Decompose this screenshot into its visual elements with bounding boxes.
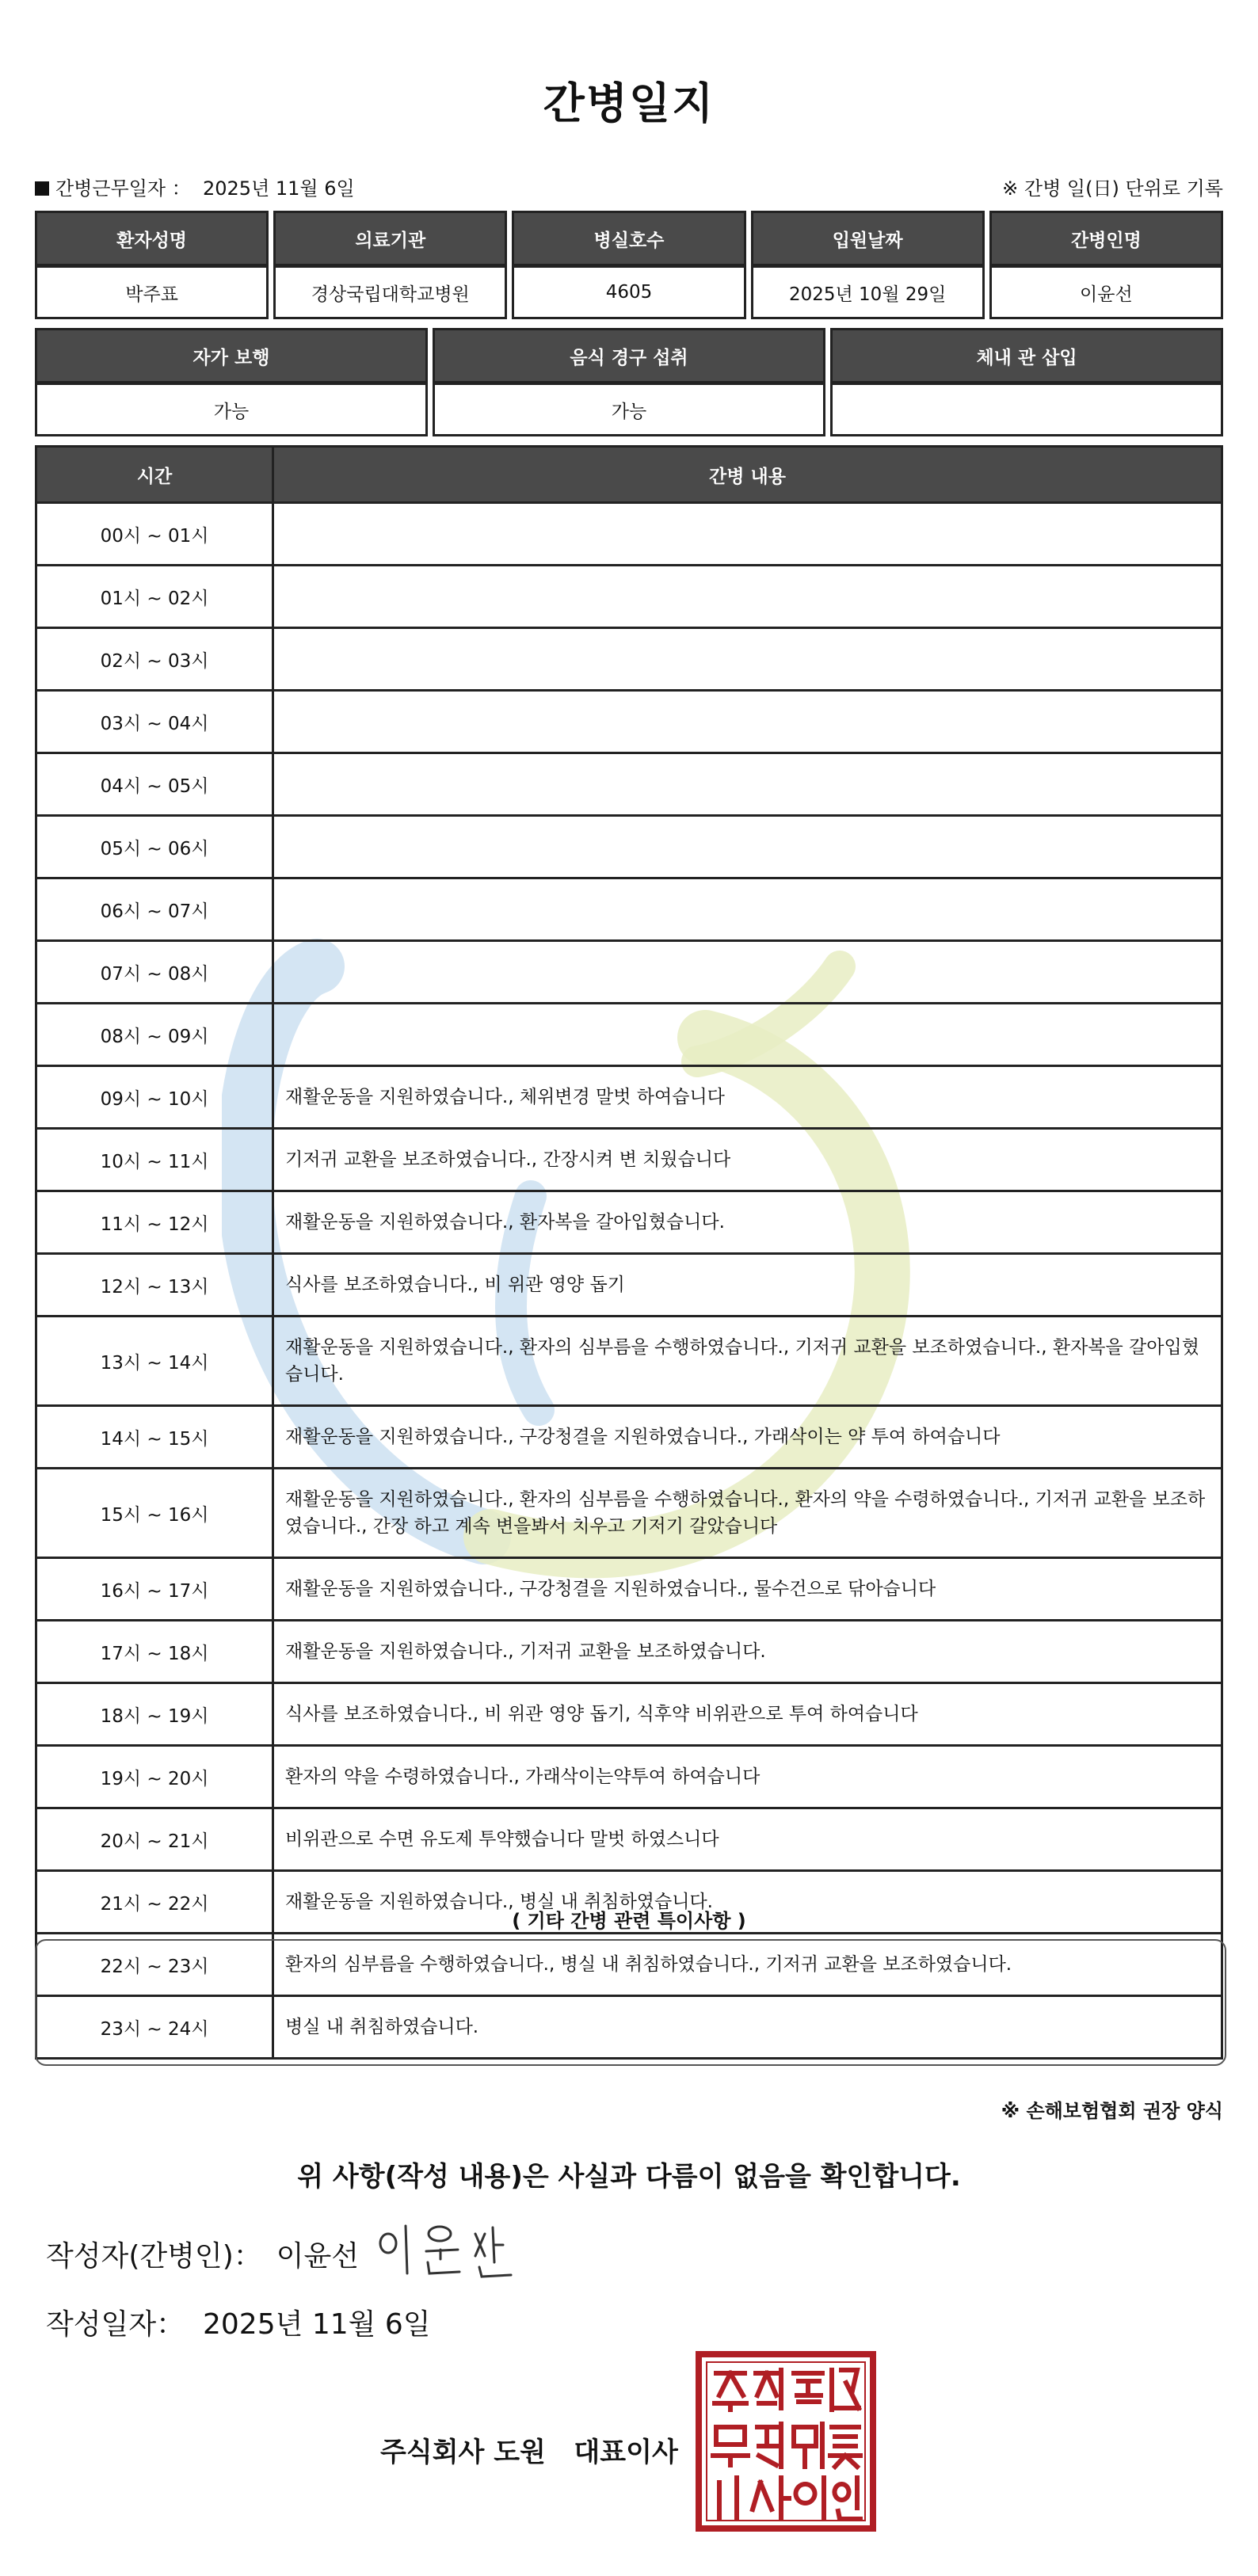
table-row: [36, 1808, 1222, 1871]
page-title: 간병일지: [543, 78, 715, 128]
care-content: 환자의 약을 수령하였습니다., 가래삭이는약투여 하여습니다: [273, 1746, 1222, 1808]
care-content: 재활운동을 지원하였습니다., 환자의 심부름을 수행하였습니다., 환자의 약을 수령하였습니다., 기저귀 교환을 보조하였습니다., 간장 하고 계속 변을봐서 치우고 기저기 갈았습니다: [273, 1469, 1222, 1558]
walking-value: 가능: [35, 383, 428, 436]
time-slot: 15시 ~ 16시: [36, 1469, 273, 1558]
remarks-title: ( 기타 간병 관련 특이사항 ): [512, 1910, 746, 1932]
time-slot: 14시 ~ 15시: [36, 1406, 273, 1469]
header-tube: 체내 관 삽입: [830, 328, 1223, 383]
care-content: 식사를 보조하였습니다., 비 위관 영양 돕기: [273, 1254, 1222, 1317]
time-slot: 10시 ~ 11시: [36, 1129, 273, 1191]
table-row: [36, 1129, 1222, 1191]
time-slot: 09시 ~ 10시: [36, 1066, 273, 1129]
care-content: [273, 816, 1222, 878]
header-time: 시간: [36, 447, 273, 503]
care-content: [273, 691, 1222, 753]
table-row: [36, 878, 1222, 941]
patient-info-table: [30, 211, 1228, 319]
table-row: [36, 753, 1222, 816]
time-slot: 21시 ~ 22시: [36, 1871, 273, 1934]
care-content: 재활운동을 지원하였습니다., 병실 내 취침하였습니다.: [273, 1871, 1222, 1934]
time-slot: 01시 ~ 02시: [36, 566, 273, 628]
time-slot: 19시 ~ 20시: [36, 1746, 273, 1808]
insurer-note: ※ 손해보험협회 권장 양식: [1001, 2100, 1223, 2122]
time-slot: 23시 ~ 24시: [36, 1996, 273, 2059]
company-representative: 주식회사 도원 대표이사: [380, 2437, 678, 2468]
admission-date: 2025년 10월 29일: [751, 266, 985, 319]
header-patient-name: 환자성명: [35, 211, 269, 266]
room-number: 4605: [512, 266, 745, 319]
table-row: [36, 1683, 1222, 1746]
square-bullet-icon: [35, 181, 49, 196]
time-slot: 11시 ~ 12시: [36, 1191, 273, 1254]
table-row: [36, 1317, 1222, 1406]
care-content: [273, 503, 1222, 566]
time-slot: 12시 ~ 13시: [36, 1254, 273, 1317]
header-oral-intake: 음식 경구 섭취: [433, 328, 825, 383]
time-slot: 17시 ~ 18시: [36, 1621, 273, 1683]
table-row: [36, 816, 1222, 878]
care-content: 병실 내 취침하였습니다.: [273, 1996, 1222, 2059]
date-line: [46, 2302, 431, 2342]
table-row: [36, 1004, 1222, 1066]
care-content: [273, 941, 1222, 1004]
company-seal: [696, 2351, 876, 2532]
care-content: 기저귀 교환을 보조하였습니다., 간장시켜 변 치웠습니다: [273, 1129, 1222, 1191]
time-slot: 16시 ~ 17시: [36, 1558, 273, 1621]
date-label: 작성일자：: [46, 2308, 185, 2341]
work-date-label: 간병근무일자 ：: [55, 177, 191, 200]
care-content: 비위관으로 수면 유도제 투약했습니다 말벗 하였스니다: [273, 1808, 1222, 1871]
remarks-box: [35, 1939, 1226, 2066]
handwritten-signature: [364, 2210, 523, 2289]
table-row: [36, 1558, 1222, 1621]
writer-label: 작성자(간병인)：: [46, 2240, 262, 2273]
table-row: [36, 1746, 1222, 1808]
care-content: [273, 566, 1222, 628]
care-content: 재활운동을 지원하였습니다., 환자의 심부름을 수행하였습니다., 기저귀 교환을 보조하였습니다., 환자복을 갈아입혔습니다.: [273, 1317, 1222, 1406]
table-row: [36, 628, 1222, 691]
hospital-name: 경상국립대학교병원: [273, 266, 507, 319]
table-row: [36, 1191, 1222, 1254]
care-content: 식사를 보조하였습니다., 비 위관 영양 돕기, 식후약 비위관으로 투여 하여습니다: [273, 1683, 1222, 1746]
time-slot: 20시 ~ 21시: [36, 1808, 273, 1871]
care-content: 환자의 심부름을 수행하였습니다., 병실 내 취침하였습니다., 기저귀 교환을 보조하였습니다.: [273, 1934, 1222, 1996]
header-walking: 자가 보행: [35, 328, 428, 383]
work-date-value: 2025년 11월 6일: [203, 177, 355, 200]
table-row: [36, 1469, 1222, 1558]
time-slot: 22시 ~ 23시: [36, 1934, 273, 1996]
caregiver-name: 이윤선: [989, 266, 1223, 319]
oral-intake-value: 가능: [433, 383, 825, 436]
header-admission-date: 입원날짜: [751, 211, 985, 266]
header-caregiver: 간병인명: [989, 211, 1223, 266]
care-content: [273, 1004, 1222, 1066]
time-slot: 04시 ~ 05시: [36, 753, 273, 816]
time-slot: 03시 ~ 04시: [36, 691, 273, 753]
table-row: [36, 691, 1222, 753]
date-value: 2025년 11월 6일: [203, 2308, 431, 2341]
care-content: [273, 878, 1222, 941]
table-row: [36, 1621, 1222, 1683]
care-log-table: [35, 445, 1223, 2060]
time-slot: 13시 ~ 14시: [36, 1317, 273, 1406]
table-row: [36, 1406, 1222, 1469]
table-row: [36, 1254, 1222, 1317]
tube-value: [830, 383, 1223, 436]
time-slot: 18시 ~ 19시: [36, 1683, 273, 1746]
care-content: [273, 628, 1222, 691]
time-slot: 07시 ~ 08시: [36, 941, 273, 1004]
care-content: 재활운동을 지원하였습니다., 환자복을 갈아입혔습니다.: [273, 1191, 1222, 1254]
care-content: 재활운동을 지원하였습니다., 체위변경 말벗 하여습니다: [273, 1066, 1222, 1129]
work-date: [35, 173, 355, 200]
time-slot: 05시 ~ 06시: [36, 816, 273, 878]
record-unit-note: ※ 간병 일(日) 단위로 기록: [1002, 177, 1223, 200]
header-care-content: 간병 내용: [273, 447, 1222, 503]
time-slot: 06시 ~ 07시: [36, 878, 273, 941]
patient-status-table: [30, 328, 1228, 436]
table-row: [36, 503, 1222, 566]
writer-line: [46, 2234, 359, 2274]
care-content: [273, 753, 1222, 816]
time-slot: 08시 ~ 09시: [36, 1004, 273, 1066]
care-content: 재활운동을 지원하였습니다., 기저귀 교환을 보조하였습니다.: [273, 1621, 1222, 1683]
confirmation-statement: 위 사항(작성 내용)은 사실과 다름이 없음을 확인합니다.: [297, 2161, 961, 2193]
time-slot: 00시 ~ 01시: [36, 503, 273, 566]
care-content: 재활운동을 지원하였습니다., 구강청결을 지원하였습니다., 가래삭이는 약 투여 하여습니다: [273, 1406, 1222, 1469]
care-content: 재활운동을 지원하였습니다., 구강청결을 지원하였습니다., 물수건으로 닦아습니다: [273, 1558, 1222, 1621]
patient-name: 박주표: [35, 266, 269, 319]
time-slot: 02시 ~ 03시: [36, 628, 273, 691]
writer-name: 이윤선: [276, 2240, 360, 2273]
header-room: 병실호수: [512, 211, 745, 266]
table-row: [36, 566, 1222, 628]
header-hospital: 의료기관: [273, 211, 507, 266]
table-row: [36, 1066, 1222, 1129]
table-row: [36, 941, 1222, 1004]
